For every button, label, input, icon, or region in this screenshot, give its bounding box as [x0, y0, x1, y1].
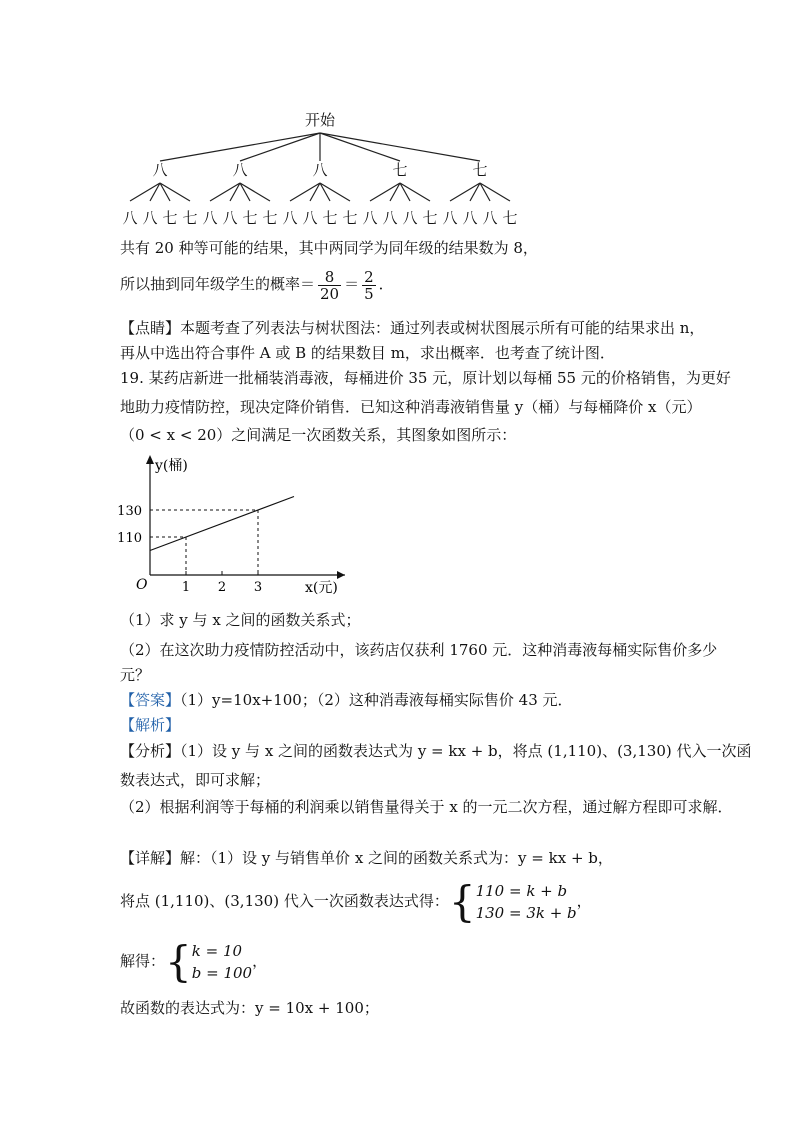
analysis-tag: 【解析】	[120, 716, 181, 734]
tree-node-level2: 八	[482, 209, 498, 227]
x-tick-label: 3	[253, 580, 263, 595]
tree-node-level2: 八	[402, 209, 418, 227]
solution-system: k = 10 b = 100	[191, 942, 253, 982]
y-tick-label: 110	[117, 531, 142, 546]
probability-line: 所以抽到同年级学生的概率＝ $\frac{8}{20}$ ＝ $\frac{2}{5}$ ．	[120, 267, 394, 303]
fraction-2-5: $\frac{2}{5}$	[364, 267, 374, 303]
x-axis-arrow	[337, 571, 345, 579]
tree-node-level2: 七	[422, 209, 438, 227]
answer-body: （1）y=10x+100；（2）这种消毒液每桶实际售价 43 元．	[180, 691, 573, 709]
tree-edge	[160, 133, 320, 161]
fenxi-line-3: （2）根据利润等于每桶的利润乘以销售量得关于 x 的一元二次方程，通过解方程即可求解．	[120, 798, 733, 816]
sub-question-2-a: （2）在这次助力疫情防控活动中，该药店仅获利 1760 元．这种消毒液每桶实际售价多少	[120, 641, 718, 659]
tree-node-level2: 七	[342, 209, 358, 227]
tree-edge	[320, 133, 480, 161]
function-graph	[115, 452, 355, 602]
answer-tag: 【答案】	[120, 691, 181, 709]
tree-edge	[320, 133, 400, 161]
tree-node-level1: 八	[312, 161, 328, 179]
origin-label: O	[136, 577, 148, 593]
result-count-line: 共有 20 种等可能的结果，其中两同学为同年级的结果数为 8，	[120, 239, 538, 257]
tree-node-level2: 八	[442, 209, 458, 227]
tree-node-level2: 八	[382, 209, 398, 227]
tree-edge	[240, 133, 320, 161]
probability-text: 所以抽到同年级学生的概率＝	[120, 275, 316, 293]
tree-node-level2: 八	[142, 209, 158, 227]
tree-node-level1: 七	[392, 161, 408, 179]
dianjing-line-2: 再从中选出符合事件 A 或 B 的结果数目 m，求出概率．也考查了统计图．	[120, 344, 615, 362]
tree-node-level2: 七	[182, 209, 198, 227]
xiangjie-line-2: 将点 (1,110)、(3,130) 代入一次函数表达式得：{ 110 = k + b 130 = 3k + b ，	[120, 877, 592, 926]
tree-node-level1: 八	[152, 161, 168, 179]
x-axis-label: x(元)	[305, 580, 338, 596]
dianjing-line-1: 【点睛】本题考查了列表法与树状图法：通过列表或树状图展示所有可能的结果求出 n，	[120, 319, 705, 337]
xiangjie-line-3: 解得：{ k = 10 b = 100 ，	[120, 937, 268, 986]
tree-node-level2: 七	[242, 209, 258, 227]
fenxi-line-1: 【分析】（1）设 y 与 x 之间的函数表达式为 y = kx + b，将点 (1,110)、(3,130) 代入一次函	[120, 742, 752, 760]
tree-node-level2: 七	[322, 209, 338, 227]
y-tick-label: 130	[117, 504, 142, 519]
xiangjie-line-4: 故函数的表达式为：y = 10x + 100；	[120, 999, 379, 1017]
tree-node-level2: 八	[362, 209, 378, 227]
tree-node-level2: 八	[222, 209, 238, 227]
sub-question-1: （1）求 y 与 x 之间的函数关系式；	[120, 611, 361, 629]
tree-node-level2: 八	[282, 209, 298, 227]
fenxi-line-2: 数表达式，即可求解；	[120, 771, 271, 789]
y-axis-arrow	[146, 455, 154, 464]
fraction-8-20: $\frac{8}{20}$	[320, 267, 340, 303]
tree-node-level2: 八	[302, 209, 318, 227]
tree-node-level2: 八	[202, 209, 218, 227]
x-tick-label: 2	[217, 580, 227, 595]
tree-node-level2: 八	[122, 209, 138, 227]
function-line	[150, 497, 294, 551]
x-tick-label: 1	[181, 580, 191, 595]
tree-node-level2: 七	[262, 209, 278, 227]
xiangjie-line-1: 【详解】解：（1）设 y 与销售单价 x 之间的函数关系式为：y = kx + b，	[120, 849, 613, 867]
y-axis-label: y(桶)	[155, 458, 188, 474]
tree-root: 开始	[304, 111, 336, 129]
question-19-line-1: 19. 某药店新进一批桶装消毒液，每桶进价 35 元，原计划以每桶 55 元的价格销售，为更好	[120, 369, 731, 387]
tree-node-level2: 七	[162, 209, 178, 227]
tree-diagram	[110, 105, 550, 230]
tree-node-level2: 八	[462, 209, 478, 227]
equation-system: 110 = k + b 130 = 3k + b	[475, 882, 577, 922]
tree-node-level1: 八	[232, 161, 248, 179]
sub-question-2-b: 元？	[120, 666, 151, 684]
tree-node-level2: 七	[502, 209, 518, 227]
answer-line	[120, 690, 573, 710]
question-19-line-3: （0 < x < 20）之间满足一次函数关系，其图象如图所示：	[120, 426, 517, 444]
question-19-line-2: 地助力疫情防控，现决定降价销售．已知这种消毒液销售量 y（桶）与每桶降价 x（元）	[120, 398, 702, 416]
tree-node-level1: 七	[472, 161, 488, 179]
